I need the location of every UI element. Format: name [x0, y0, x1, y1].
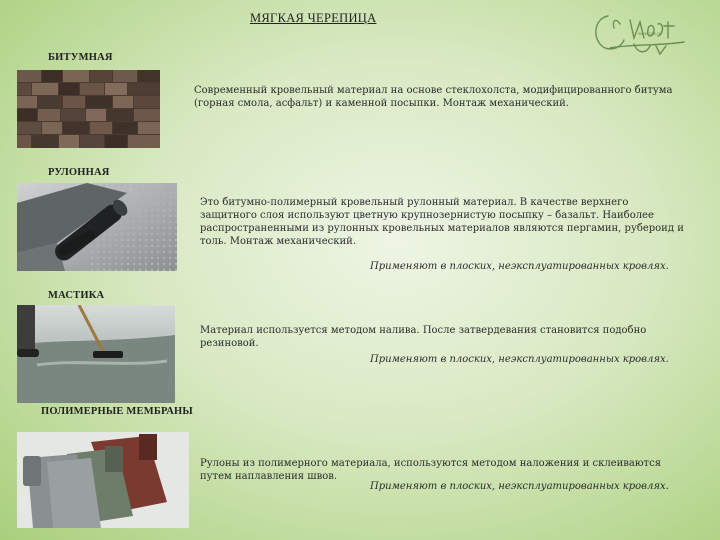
section-description-mastic: Материал используется методом налива. После затвердевания становится подобно резиновой.	[200, 325, 647, 349]
section-label-rolled: РУЛОННАЯ	[48, 167, 110, 178]
section-note-rolled: Применяют в плоских, неэксплуатированных кровлях.	[370, 261, 669, 272]
section-label-mastic: МАСТИКА	[48, 290, 105, 301]
logo-site-text: www.site.ru	[638, 31, 662, 36]
mastic-application-photo	[17, 305, 175, 403]
polymer-membrane-rolls-photo	[17, 432, 189, 528]
rolled-roofing-photo	[17, 183, 177, 271]
section-note-polymer: Применяют в плоских, неэксплуатированных кровлях.	[370, 481, 669, 492]
logo-icon	[590, 10, 690, 58]
section-description-bitumen: Современный кровельный материал на основе стеклохолста, модифицированного битума (горная смола, асфальт) и каменной посыпки. Монтаж механический.	[194, 85, 673, 109]
bitumen-shingles-photo	[17, 70, 160, 148]
slide-title: МЯГКАЯ ЧЕРЕПИЦА	[250, 11, 377, 25]
section-label-polymer: ПОЛИМЕРНЫЕ МЕМБРАНЫ	[41, 406, 193, 417]
section-note-mastic: Применяют в плоских, неэксплуатированных кровлях.	[370, 354, 669, 365]
section-label-bitumen: БИТУМНАЯ	[48, 52, 113, 63]
section-description-rolled: Это битумно-полимерный кровельный рулонный материал. В качестве верхнего защитного слоя используют цветную крупнозернистую посыпку – базальт. Наиболее распространенными из рулонных кровельных материалов являются пергамин, рубероид и толь. Монтаж механический.	[200, 197, 684, 247]
section-description-polymer: Рулоны из полимерного материала, используются методом наложения и склеиваются путем наплавления швов.	[200, 458, 662, 482]
